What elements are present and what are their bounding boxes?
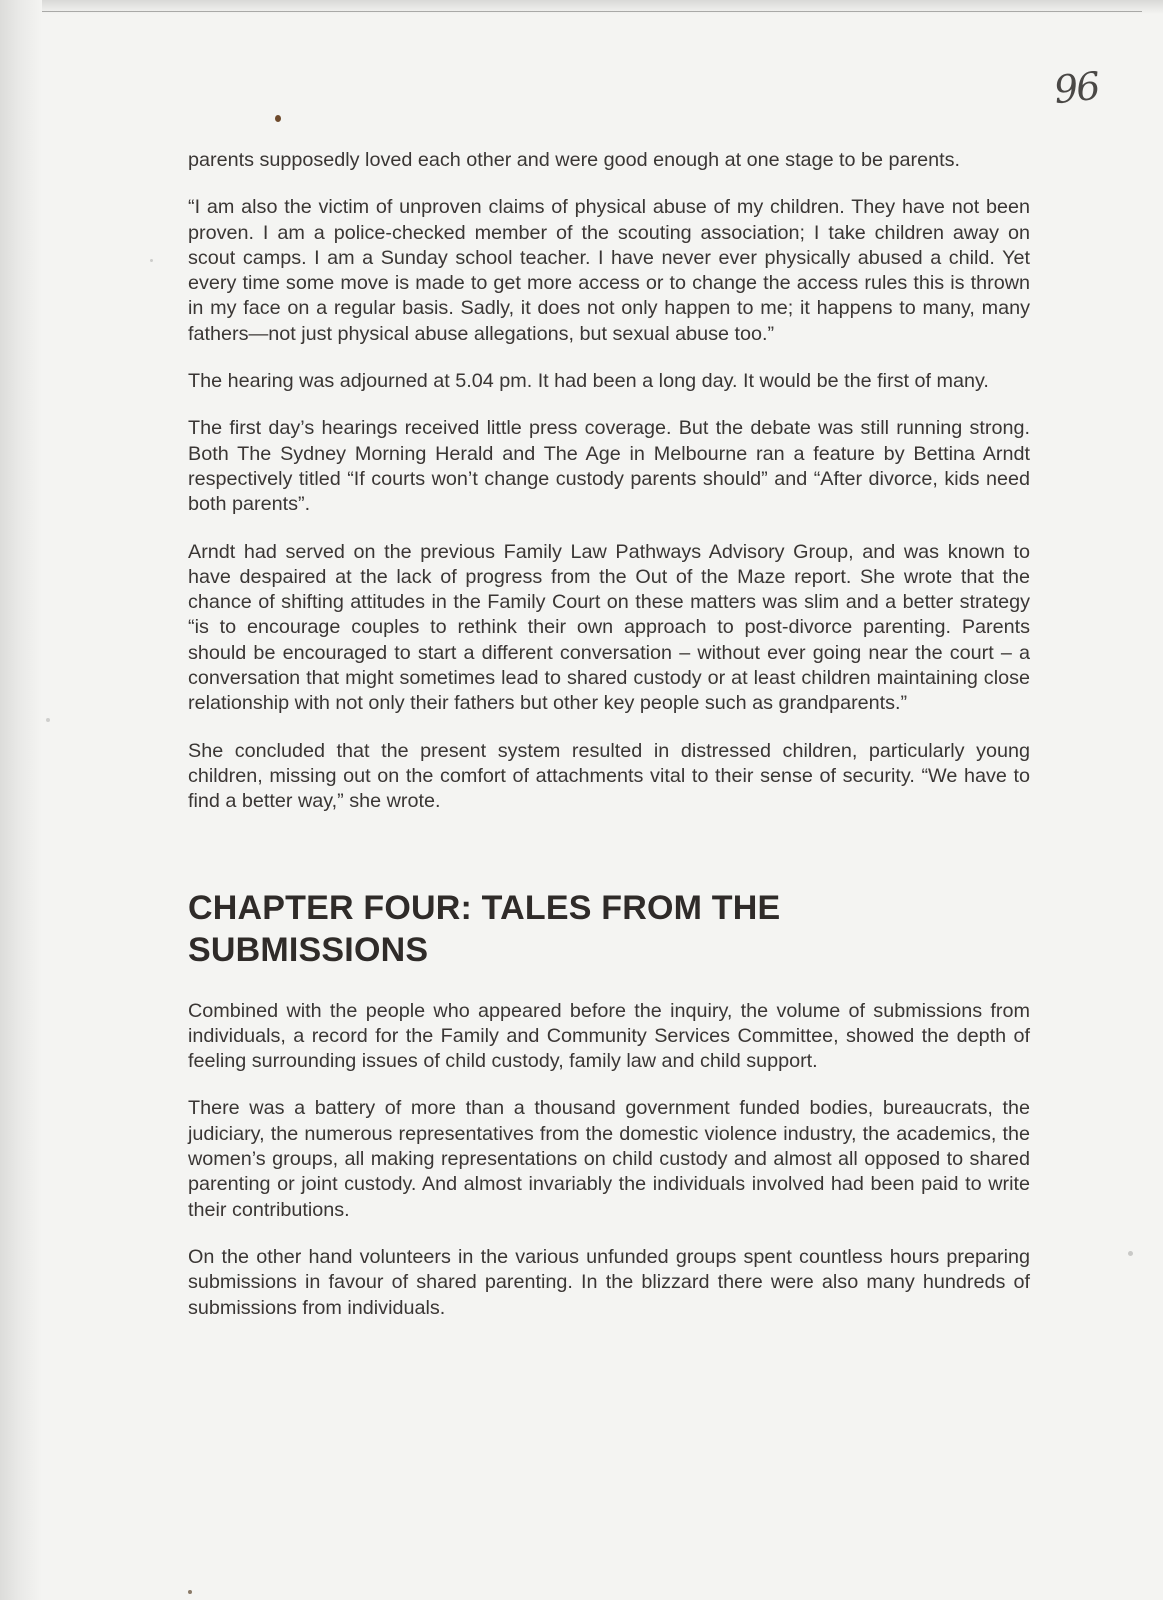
scan-edge-line [42,11,1142,12]
paragraph: On the other hand volunteers in the various unfunded groups spent countless hours preparing submissions in favour of shared parenting. In the blizzard there were also many hundreds of submissions from individuals. [188,1245,1030,1319]
paragraph: The hearing was adjourned at 5.04 pm. It had been a long day. It would be the first of many. [188,370,989,393]
paragraph: She concluded that the present system resulted in distressed children, particularly young children, missing out on the comfort of attachments vital to their sense of security. “We have to find a better way,” she wrote. [188,739,1030,813]
ink-speck [46,718,50,722]
paragraph: Combined with the people who appeared before the inquiry, the volume of submissions from individuals, a record for the Family and Community Services Committee, showed the depth of feeling surrounding issues of child custody, family law and child support. [188,999,1030,1073]
paragraph: Arndt had served on the previous Family Law Pathways Advisory Group, and was known to have despaired at the lack of progress from the Out of the Maze report. She wrote that the chance of shifting attitudes in the Family Court on these matters was slim and a better strategy “is to encourage couples to rethink their own approach to post-divorce parenting. Parents should be encouraged to start a different conversation – without ever going near the court – a conversation that might sometimes lead to shared custody or at least children maintaining close relationship with not only their fathers but other key people such as grandparents.” [188,540,1030,715]
ink-speck [275,115,281,122]
scan-shadow-left [0,0,42,1600]
paragraph: There was a battery of more than a thousand government funded bodies, bureaucrats, the judiciary, the numerous representatives from the domestic violence industry, the academics, the women’s groups, all making representations on child custody and almost all opposed to shared parenting or joint custody. And almost invariably the individuals involved had been paid to write their contributions. [188,1097,1030,1221]
ink-speck [1128,1251,1133,1256]
handwritten-page-number: 96 [1051,63,1101,113]
ink-speck [150,259,153,262]
ink-speck [188,1590,192,1594]
chapter-heading: CHAPTER FOUR: TALES FROM THE SUBMISSIONS [188,888,781,969]
page-body [188,148,1030,1343]
paragraph: The first day’s hearings received little press coverage. But the debate was still running strong. Both The Sydney Morning Herald and The Age in Melbourne ran a feature by Bettina Arndt respectively titled “If courts won’t change custody parents should” and “After divorce, kids need both parents”. [188,417,1030,516]
paragraph-quote: “I am also the victim of unproven claims of physical abuse of my children. They have not been proven. I am a police-checked member of the scouting association; I take children away on scout camps. I am a Sunday school teacher. I have never ever physically abused a child. Yet every time some move is made to get more access or to change the access rules this is thrown in my face on a regular basis. Sadly, it does not only happen to me; it happens to many, many fathers—not just physical abuse allegations, but sexual abuse too.” [188,196,1030,345]
paragraph: parents supposedly loved each other and were good enough at one stage to be parents. [188,149,961,171]
